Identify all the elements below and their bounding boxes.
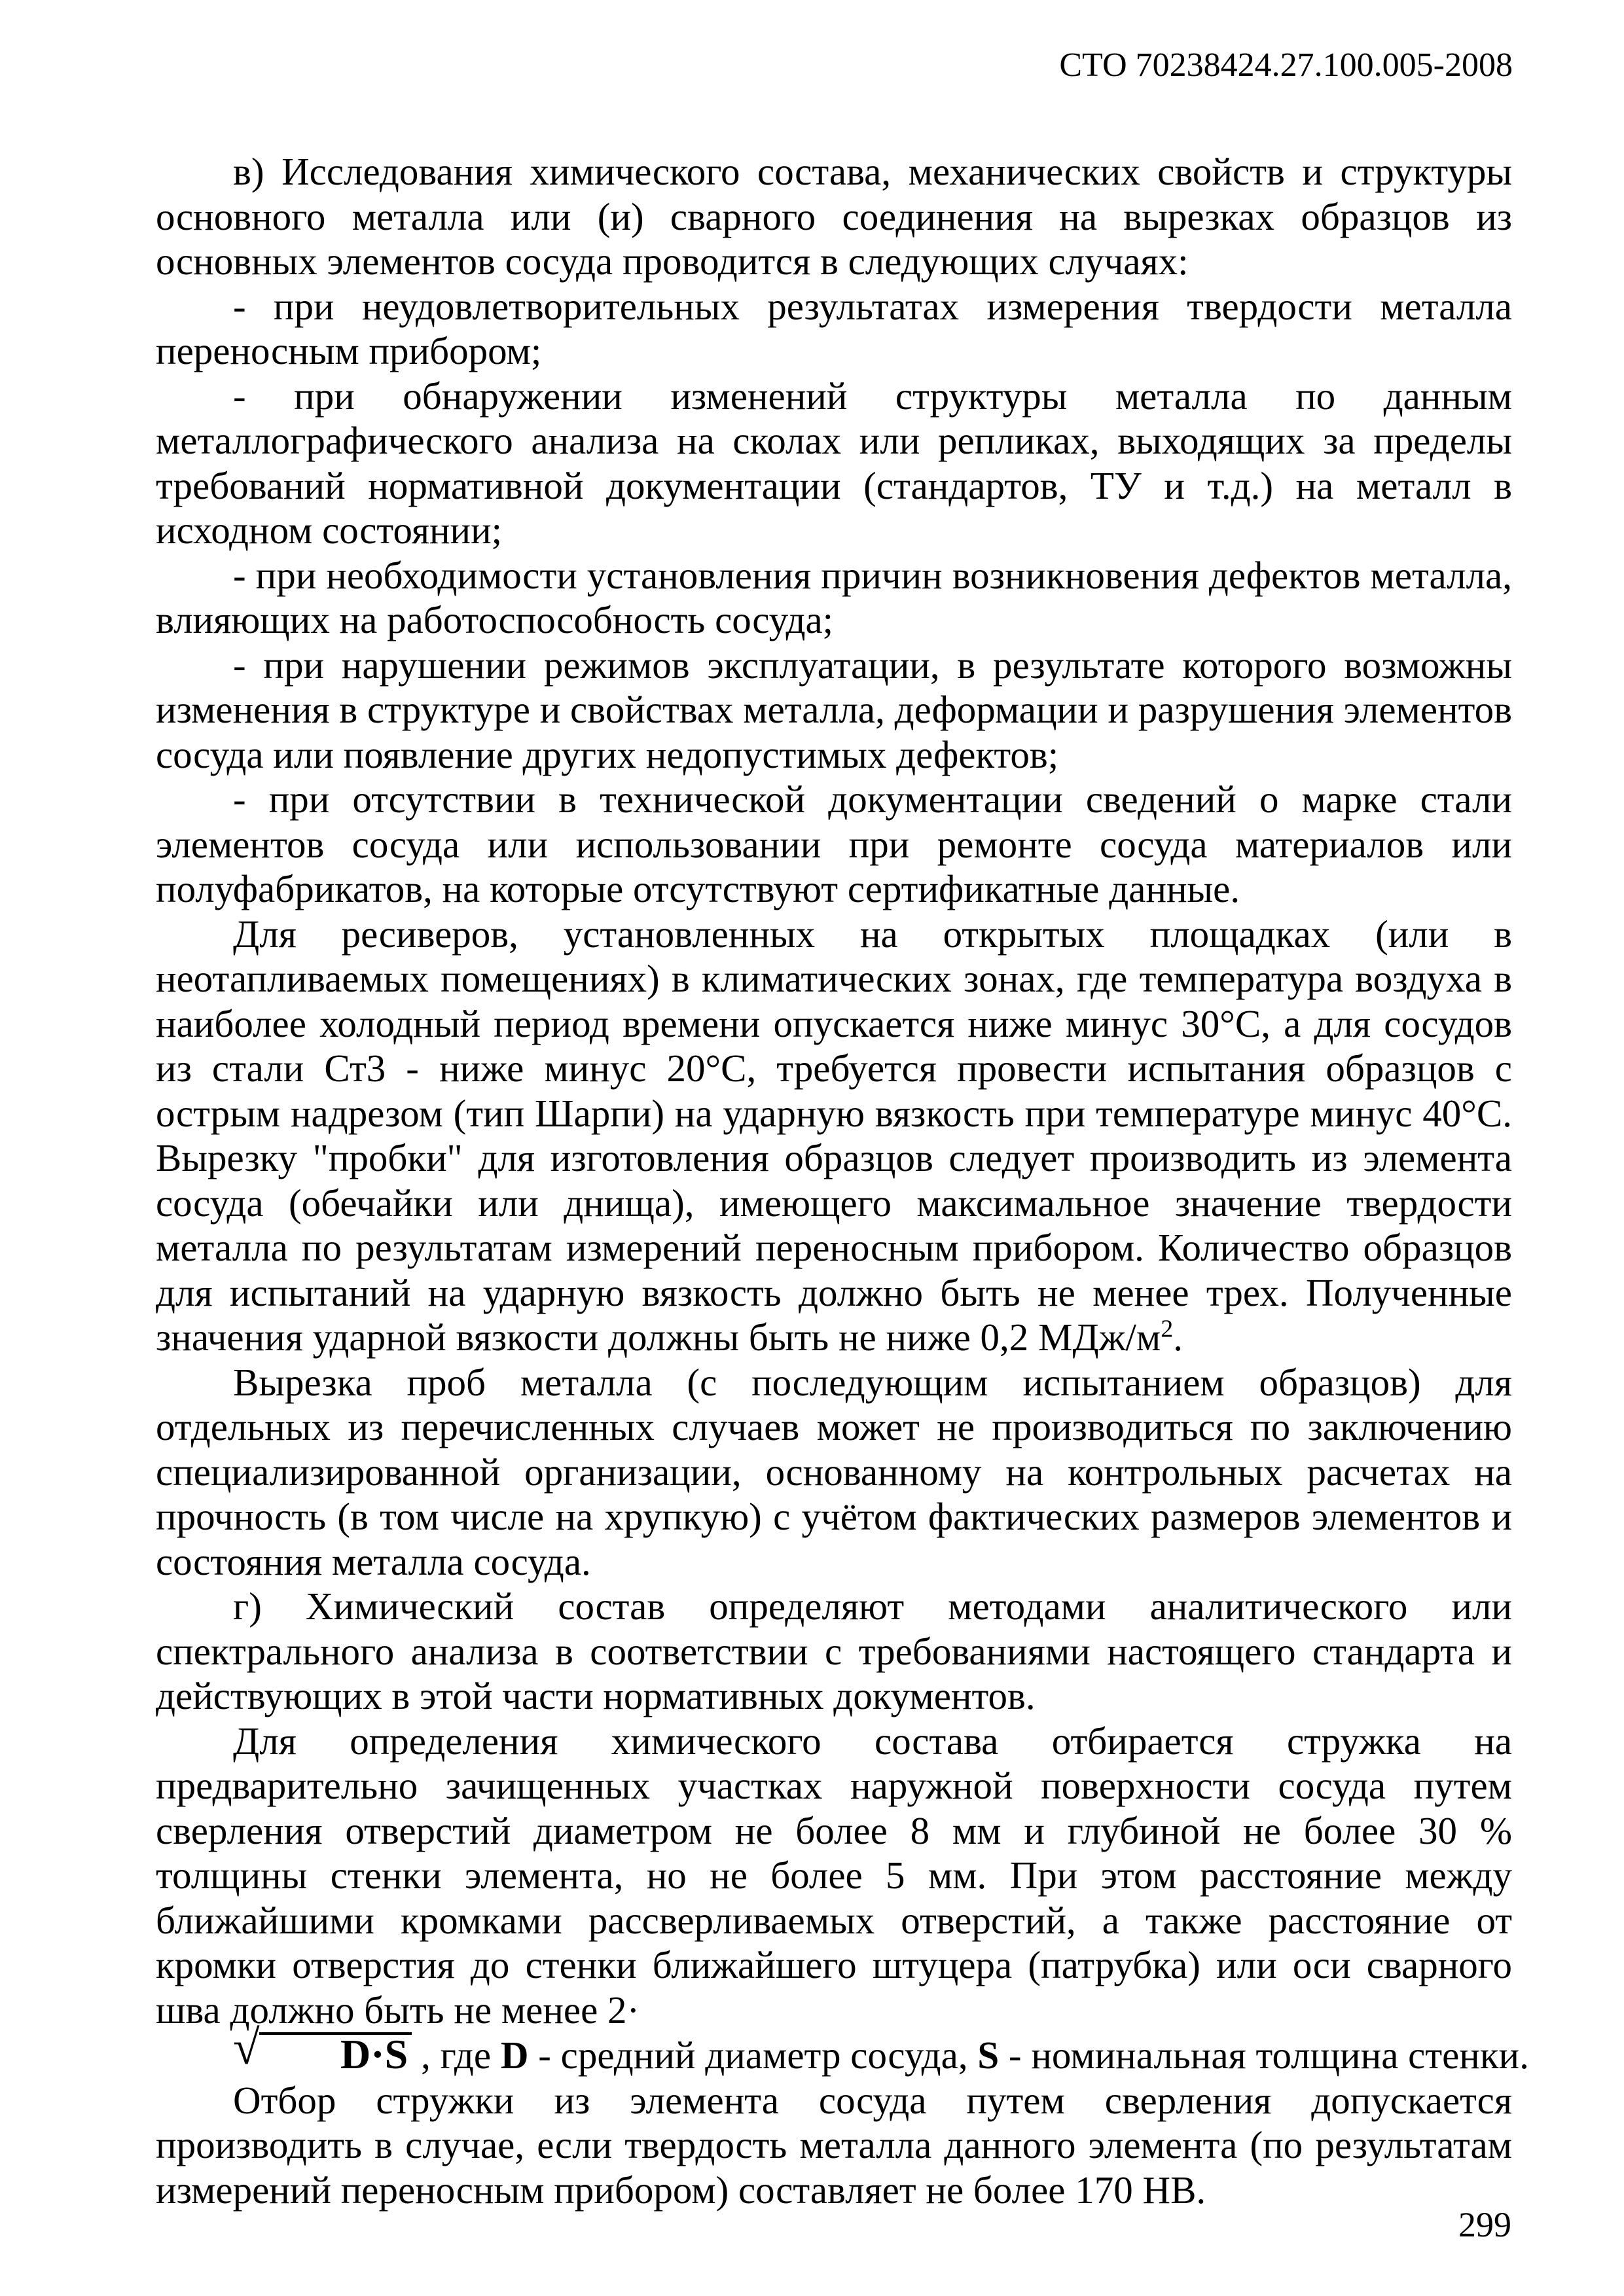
radicand: D·S bbox=[259, 2032, 412, 2074]
paragraph-chip-sampling-text: Для определения химического состава отбирается стружка на предварительно зачищенных участках наружной поверхности сосуда путем сверления отверстий диаметром не более 8 мм и глубиной не более 30 % толщины стенки элемента, но не более 5 мм. При этом расстояние между ближайшими кромками рассверливаемых отверстий, а также расстояние от кромки отверстия до стенки ближайшего штуцера (патрубка) или оси сварного шва должно быть не менее 2· bbox=[156, 1719, 1512, 2032]
paragraph-receivers-impact-test bbox=[156, 912, 1512, 1360]
square-root-expression bbox=[156, 2021, 412, 2077]
paragraph-sample-cutting: Вырезка проб металла (с последующим испытанием образцов) для отдельных из перечисленных случаев может не производиться по заключению специализированной организации, основанному на контрольных расчетах на прочность (в том числе на хрупкую) с учётом фактических размеров элементов и состояния металла сосуда. bbox=[156, 1360, 1512, 1583]
list-item-operation-violations: - при нарушении режимов эксплуатации, в результате которого возможны изменения в структуре и свойствах металла, деформации и разрушения элементов сосуда или появление других недопустимых дефектов; bbox=[156, 643, 1512, 776]
symbol-s-description: - номинальная толщина стенки. bbox=[1008, 2034, 1529, 2077]
paragraph-receivers-text: Для ресиверов, установленных на открытых площадках (или в неотапливаемых помещениях) в климатических зонах, где температура воздуха в наиболее холодный период времени опускается ниже минус 30°С, а для сосудов из стали Ст3 - ниже минус 20°С, требуется провести испытания образцов с острым надрезом (тип Шарпи) на ударную вязкость при температуре минус 40°С. Вырезку "пробки" для изготовления образцов следует производить из элемента сосуда (обечайки или днища), имеющего максимальное значение твердости металла по результатам измерений переносным прибором. Количество образцов для испытаний на ударную вязкость должно быть не менее трех. Полученные значения ударной вязкости должны быть не ниже 0,2 МДж/м bbox=[156, 912, 1512, 1359]
paragraph-chip-sampling bbox=[156, 1719, 1529, 2078]
paragraph-research-intro: в) Исследования химического состава, механических свойств и структуры основного металла или (и) сварного соединения на вырезках образцов из основных элементов сосуда проводится в следующих случаях: bbox=[156, 150, 1512, 283]
document-code-header: СТО 70238424.27.100.005-2008 bbox=[1059, 46, 1513, 84]
list-item-defect-causes: - при необходимости установления причин возникновения дефектов металла, влияющих на работоспособность сосуда; bbox=[156, 553, 1512, 641]
unit-superscript: 2 bbox=[1161, 1315, 1174, 1343]
symbol-s: S bbox=[977, 2034, 1000, 2077]
unit-period: . bbox=[1173, 1316, 1183, 1359]
list-item-missing-grade-info: - при отсутствии в технической документации сведений о марке стали элементов сосуда или использовании при ремонте сосуда материалов или полуфабрикатов, на которые отсутствуют сертификатные данные. bbox=[156, 778, 1512, 910]
formula-where: , где bbox=[421, 2034, 492, 2077]
document-body bbox=[156, 149, 1529, 2212]
square-root-icon: √ bbox=[233, 2021, 260, 2075]
paragraph-chemical-composition: г) Химический состав определяют методами аналитического или спектрального анализа в соответствии с требованиями настоящего стандарта и действующих в этой части нормативных документов. bbox=[156, 1585, 1512, 1717]
symbol-d-description: - средний диаметр сосуда, bbox=[538, 2034, 968, 2077]
symbol-d: D bbox=[500, 2034, 529, 2077]
list-item-structure-changes: - при обнаружении изменений структуры металла по данным металлографического анализа на сколах или репликах, выходящих за пределы требований нормативной документации (стандартов, ТУ и т.д.) на металл в исходном состоянии; bbox=[156, 374, 1512, 552]
page-number: 299 bbox=[1458, 2205, 1511, 2244]
list-item-hardness: - при неудовлетворительных результатах измерения твердости металла переносным прибором; bbox=[156, 284, 1512, 372]
paragraph-chip-hardness-limit: Отбор стружки из элемента сосуда путем сверления допускается производить в случае, если твердость металла данного элемента (по результатам измерений переносным прибором) составляет не более 170 НВ. bbox=[156, 2078, 1512, 2212]
distance-formula bbox=[156, 2021, 1529, 2077]
